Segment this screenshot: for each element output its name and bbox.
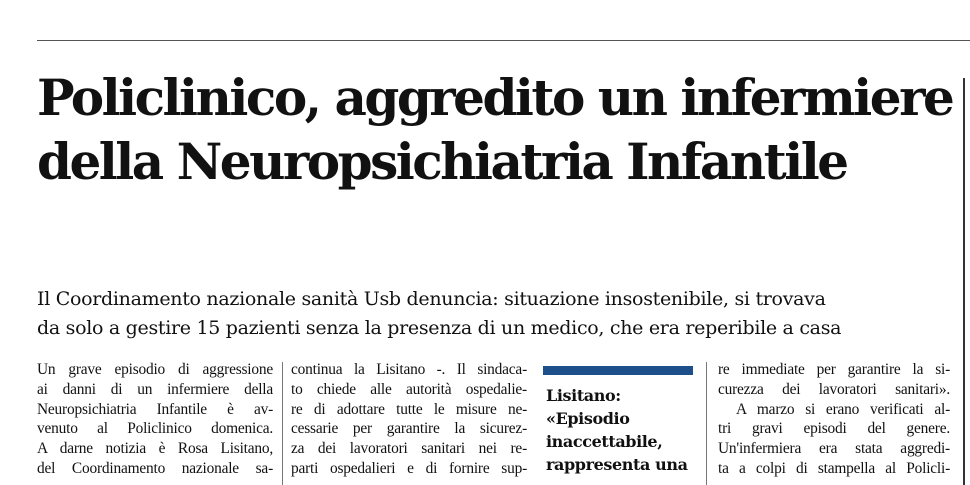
column-4-line: re immediate per garantire la si- <box>718 361 950 378</box>
column-1-line: venuto al Policlinico domenica. <box>37 420 273 438</box>
column-4-line: A marzo si erano verificati al- <box>736 400 950 418</box>
subtitle-line-1: Il Coordinamento nazionale sanità Usb denuncia: situazione insostenibile, si trovava <box>37 288 826 310</box>
column-1-line: Un grave episodio di aggressione <box>37 361 273 378</box>
top-rule <box>37 40 970 41</box>
column-divider <box>706 362 707 485</box>
column-4-line: tri gravi episodi del genere. <box>718 420 950 438</box>
column-2-line: continua la Lisitano -. Il sindaca- <box>291 361 527 378</box>
column-1-line: del Coordinamento nazionale sa- <box>37 459 273 477</box>
column-2-line: to chiede alle autorità ospedalie- <box>291 380 527 398</box>
page-edge-divider <box>963 78 965 485</box>
column-2-line: parti ospedalieri e di fornire sup- <box>291 459 527 477</box>
article-column-1 <box>37 360 273 485</box>
column-1-line: A darne notizia è Rosa Lisitano, <box>37 440 273 458</box>
pullquote-bar <box>543 366 693 375</box>
pullquote-line: rappresenta una <box>546 455 688 474</box>
column-4-line: Un'infermiera era stata aggredi- <box>718 440 950 458</box>
column-2-line: re di adottare tutte le misure ne- <box>291 400 527 418</box>
headline-line-1: Policlinico, aggredito un infermiere <box>37 68 953 127</box>
headline-line-2: della Neuropsichiatria Infantile <box>37 132 847 191</box>
column-2-line: za dei lavoratori sanitari nei re- <box>291 440 527 458</box>
article-column-4 <box>718 360 950 485</box>
pullquote-line: Lisitano: <box>546 386 621 405</box>
pullquote-line: «Episodio <box>546 409 630 428</box>
column-2-line: cessarie per garantire la sicurez- <box>291 420 527 438</box>
headline <box>37 66 962 194</box>
pullquote-box <box>543 366 693 485</box>
column-4-line: curezza dei lavoratori sanitari». <box>718 380 950 398</box>
column-divider <box>282 362 283 485</box>
pullquote-text <box>543 375 693 476</box>
column-4-line: ta a colpi di stampella al Policli- <box>718 459 950 477</box>
subtitle-line-2: da solo a gestire 15 pazienti senza la presenza di un medico, che era reperibile a casa <box>37 317 842 339</box>
column-1-line: Neuropsichiatria Infantile è av- <box>37 400 273 418</box>
column-1-line: ai danni di un infermiere della <box>37 380 273 398</box>
subtitle <box>37 285 962 343</box>
pullquote-line: inaccettabile, <box>546 432 663 451</box>
article-column-2 <box>291 360 527 485</box>
